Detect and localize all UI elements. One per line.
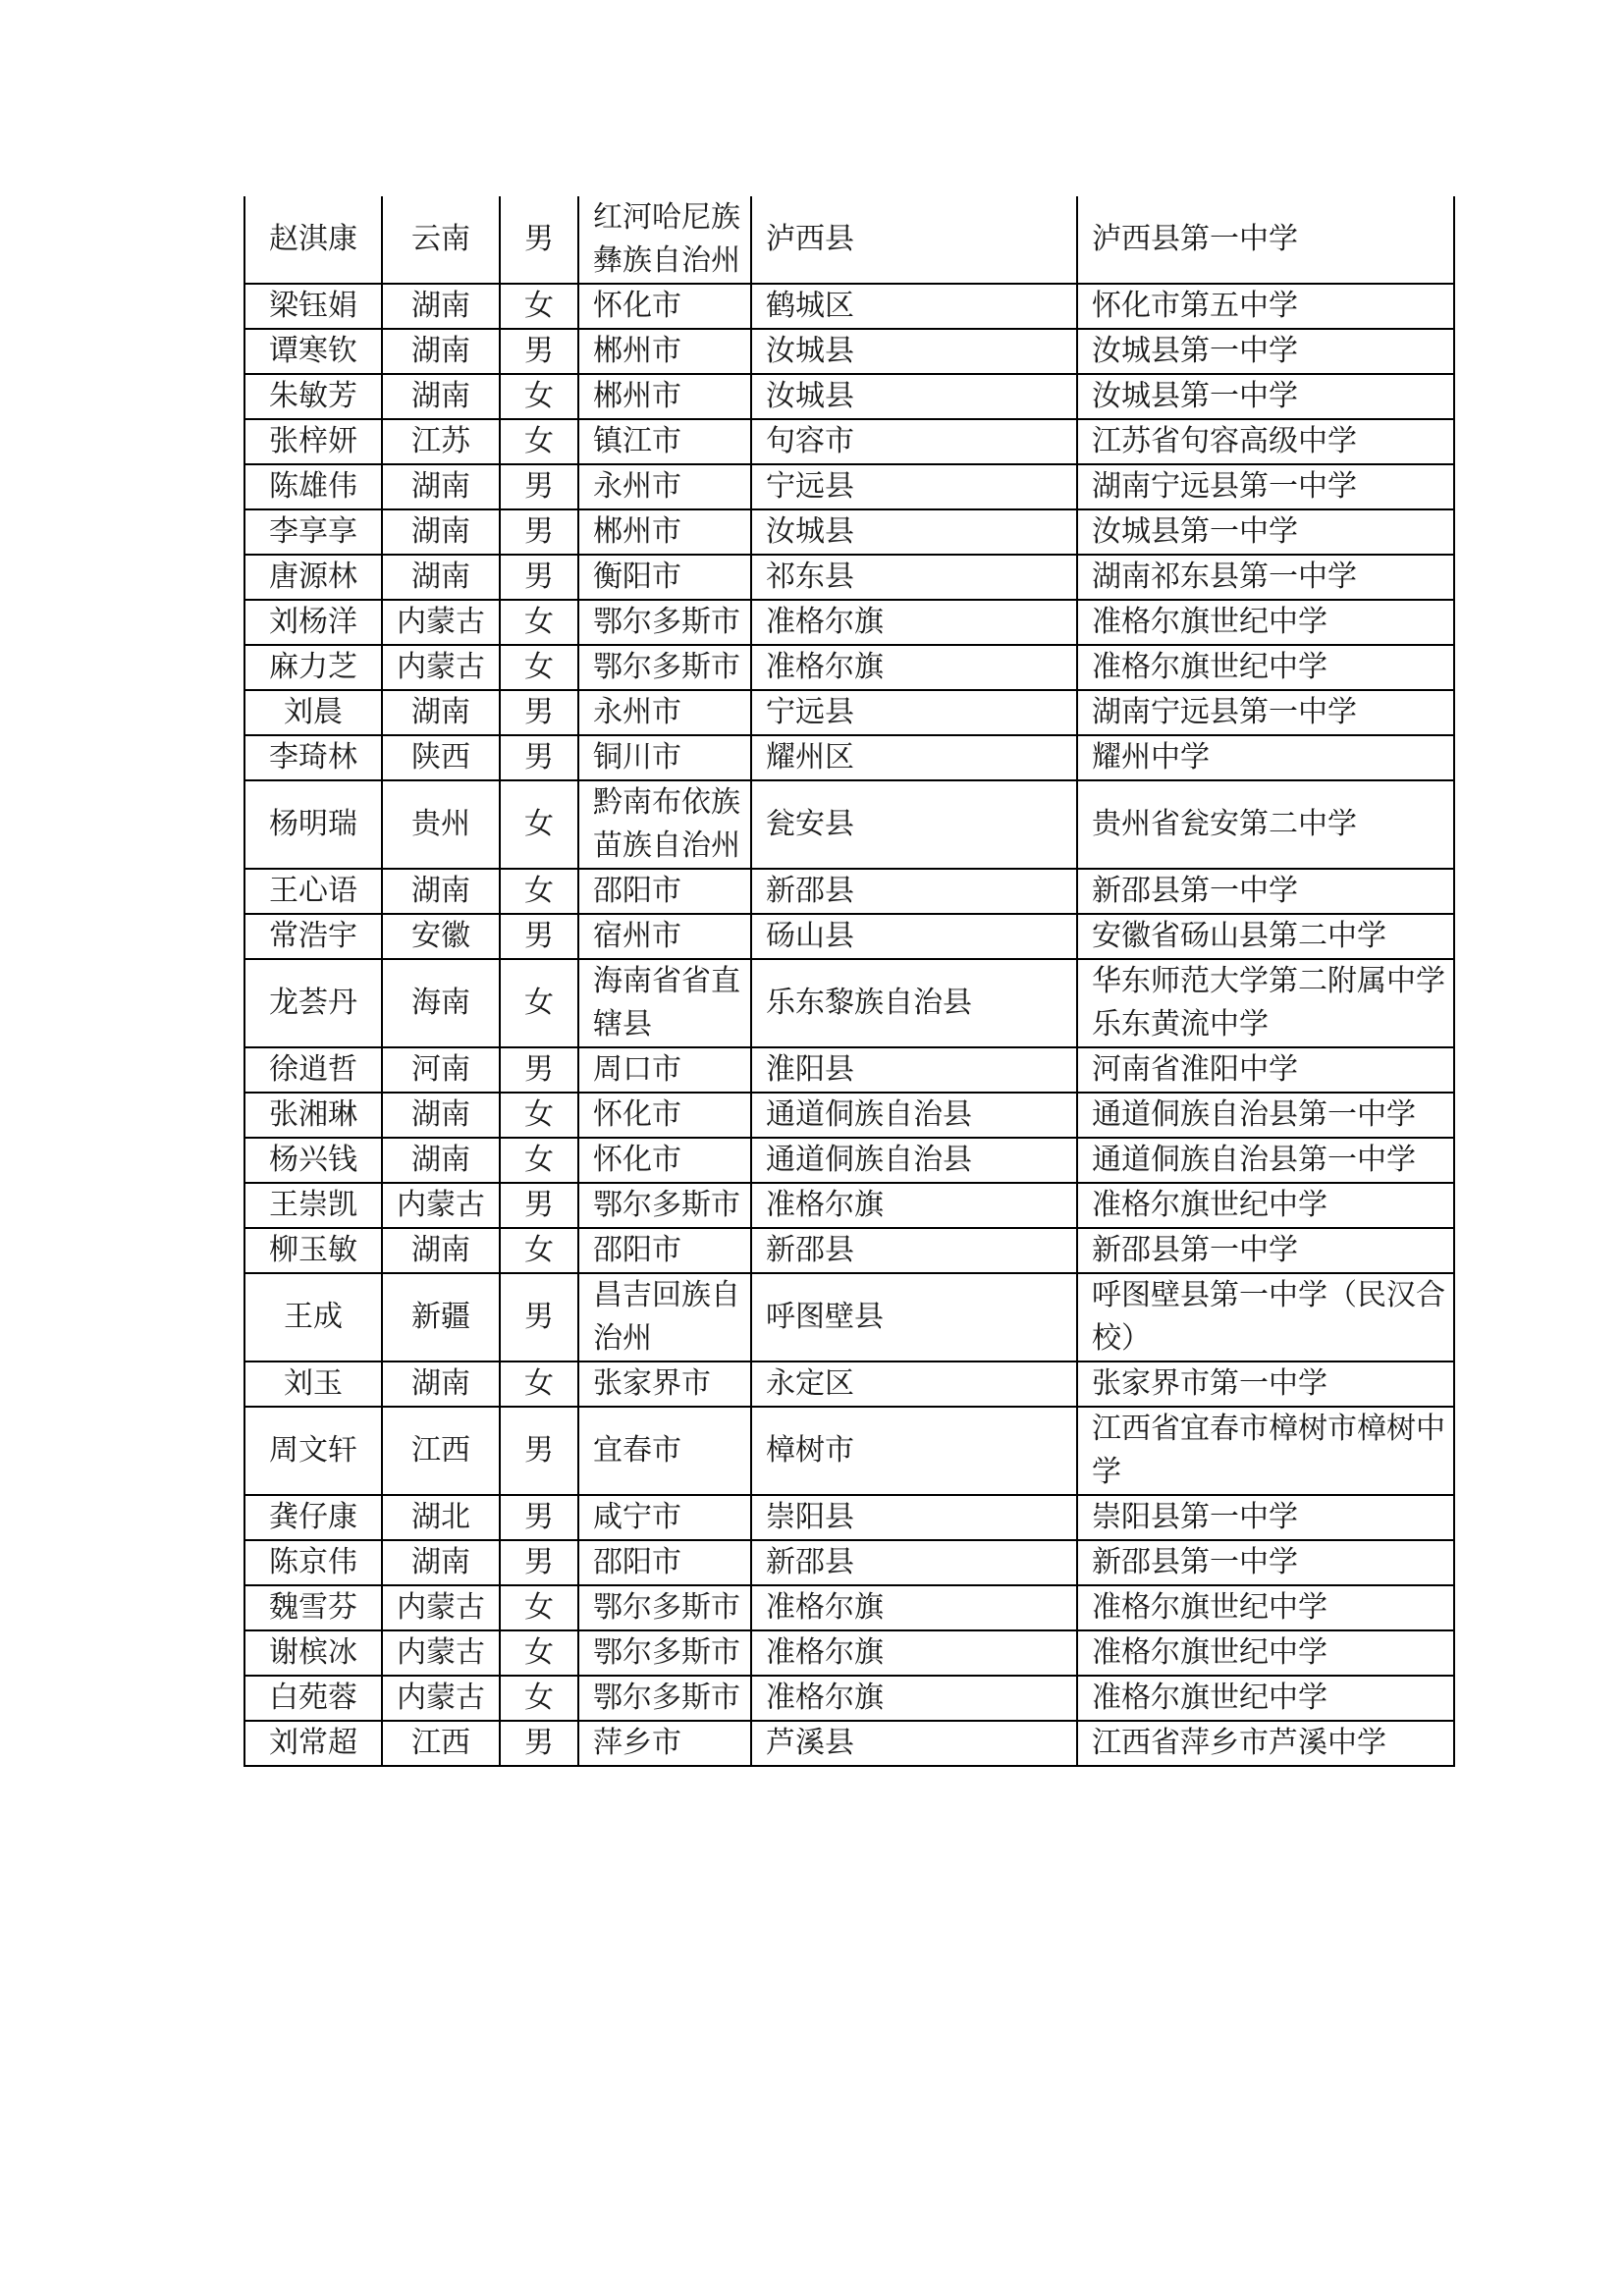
province-cell: 内蒙古: [382, 645, 500, 690]
gender-cell: 男: [500, 1407, 578, 1495]
school-cell: 湖南祁东县第一中学: [1077, 555, 1454, 600]
table-row: [244, 1540, 1454, 1585]
province-cell: 湖南: [382, 1228, 500, 1273]
city-cell: 衡阳市: [578, 555, 751, 600]
student-name: 张湘琳: [244, 1093, 382, 1138]
gender-cell: 男: [500, 1183, 578, 1228]
gender-cell: 男: [500, 1273, 578, 1362]
province-cell: 安徽: [382, 914, 500, 959]
student-name: 王心语: [244, 869, 382, 914]
city-cell: 鄂尔多斯市: [578, 1585, 751, 1630]
province-cell: 内蒙古: [382, 600, 500, 645]
school-cell: 准格尔旗世纪中学: [1077, 1183, 1454, 1228]
county-cell: 呼图壁县: [751, 1273, 1077, 1362]
student-name: 张梓妍: [244, 419, 382, 464]
school-cell: 怀化市第五中学: [1077, 284, 1454, 329]
table-row: [244, 419, 1454, 464]
city-cell: 宜春市: [578, 1407, 751, 1495]
student-name: 刘玉: [244, 1362, 382, 1407]
table-row: [244, 1585, 1454, 1630]
gender-cell: 女: [500, 1676, 578, 1721]
school-cell: 准格尔旗世纪中学: [1077, 1630, 1454, 1676]
table-row: [244, 690, 1454, 735]
city-cell: 红河哈尼族彝族自治州: [578, 196, 751, 284]
province-cell: 湖南: [382, 509, 500, 555]
province-cell: 湖南: [382, 1362, 500, 1407]
student-name: 龚仔康: [244, 1495, 382, 1540]
city-cell: 鄂尔多斯市: [578, 1676, 751, 1721]
student-name: 李琦林: [244, 735, 382, 780]
table-row: [244, 464, 1454, 509]
province-cell: 湖南: [382, 690, 500, 735]
student-name: 常浩宇: [244, 914, 382, 959]
gender-cell: 女: [500, 1138, 578, 1183]
school-cell: 崇阳县第一中学: [1077, 1495, 1454, 1540]
school-cell: 张家界市第一中学: [1077, 1362, 1454, 1407]
county-cell: 乐东黎族自治县: [751, 959, 1077, 1047]
city-cell: 鄂尔多斯市: [578, 645, 751, 690]
student-name: 龙荟丹: [244, 959, 382, 1047]
gender-cell: 男: [500, 1047, 578, 1093]
student-name: 王成: [244, 1273, 382, 1362]
gender-cell: 男: [500, 464, 578, 509]
city-cell: 郴州市: [578, 329, 751, 374]
county-cell: 鹤城区: [751, 284, 1077, 329]
county-cell: 淮阳县: [751, 1047, 1077, 1093]
county-cell: 崇阳县: [751, 1495, 1077, 1540]
table-row: [244, 329, 1454, 374]
county-cell: 永定区: [751, 1362, 1077, 1407]
school-cell: 河南省淮阳中学: [1077, 1047, 1454, 1093]
province-cell: 贵州: [382, 780, 500, 869]
province-cell: 湖南: [382, 1138, 500, 1183]
county-cell: 准格尔旗: [751, 1630, 1077, 1676]
county-cell: 准格尔旗: [751, 600, 1077, 645]
city-cell: 郴州市: [578, 509, 751, 555]
province-cell: 内蒙古: [382, 1183, 500, 1228]
county-cell: 耀州区: [751, 735, 1077, 780]
table-row: [244, 1630, 1454, 1676]
county-cell: 汝城县: [751, 509, 1077, 555]
city-cell: 鄂尔多斯市: [578, 600, 751, 645]
city-cell: 宿州市: [578, 914, 751, 959]
school-cell: 通道侗族自治县第一中学: [1077, 1093, 1454, 1138]
student-name: 梁钰娟: [244, 284, 382, 329]
county-cell: 通道侗族自治县: [751, 1138, 1077, 1183]
student-name: 陈京伟: [244, 1540, 382, 1585]
school-cell: 新邵县第一中学: [1077, 869, 1454, 914]
gender-cell: 女: [500, 645, 578, 690]
gender-cell: 女: [500, 959, 578, 1047]
school-cell: 耀州中学: [1077, 735, 1454, 780]
province-cell: 内蒙古: [382, 1585, 500, 1630]
city-cell: 镇江市: [578, 419, 751, 464]
student-name: 刘杨洋: [244, 600, 382, 645]
county-cell: 通道侗族自治县: [751, 1093, 1077, 1138]
province-cell: 湖南: [382, 1540, 500, 1585]
student-name: 唐源林: [244, 555, 382, 600]
city-cell: 怀化市: [578, 284, 751, 329]
table-row: [244, 555, 1454, 600]
student-name: 王崇凯: [244, 1183, 382, 1228]
city-cell: 萍乡市: [578, 1721, 751, 1766]
county-cell: 新邵县: [751, 1228, 1077, 1273]
city-cell: 铜川市: [578, 735, 751, 780]
gender-cell: 女: [500, 600, 578, 645]
school-cell: 湖南宁远县第一中学: [1077, 464, 1454, 509]
province-cell: 湖北: [382, 1495, 500, 1540]
school-cell: 呼图壁县第一中学（民汉合校）: [1077, 1273, 1454, 1362]
province-cell: 内蒙古: [382, 1630, 500, 1676]
table-row: [244, 1183, 1454, 1228]
student-name: 赵淇康: [244, 196, 382, 284]
table-row: [244, 1721, 1454, 1766]
table-row: [244, 780, 1454, 869]
table-row: [244, 374, 1454, 419]
table-row: [244, 284, 1454, 329]
table-row: [244, 959, 1454, 1047]
school-cell: 汝城县第一中学: [1077, 509, 1454, 555]
gender-cell: 男: [500, 509, 578, 555]
city-cell: 邵阳市: [578, 1540, 751, 1585]
gender-cell: 男: [500, 1495, 578, 1540]
county-cell: 祁东县: [751, 555, 1077, 600]
student-name: 刘常超: [244, 1721, 382, 1766]
table-row: [244, 600, 1454, 645]
province-cell: 湖南: [382, 869, 500, 914]
province-cell: 湖南: [382, 1093, 500, 1138]
student-name: 刘晨: [244, 690, 382, 735]
table-row: [244, 509, 1454, 555]
county-cell: 准格尔旗: [751, 645, 1077, 690]
city-cell: 邵阳市: [578, 869, 751, 914]
province-cell: 陕西: [382, 735, 500, 780]
school-cell: 准格尔旗世纪中学: [1077, 1676, 1454, 1721]
city-cell: 永州市: [578, 464, 751, 509]
school-cell: 新邵县第一中学: [1077, 1228, 1454, 1273]
city-cell: 鄂尔多斯市: [578, 1630, 751, 1676]
table-row: [244, 1138, 1454, 1183]
province-cell: 江西: [382, 1407, 500, 1495]
student-name: 谭寒钦: [244, 329, 382, 374]
table-row: [244, 196, 1454, 284]
student-name: 李享享: [244, 509, 382, 555]
gender-cell: 男: [500, 735, 578, 780]
province-cell: 新疆: [382, 1273, 500, 1362]
county-cell: 句容市: [751, 419, 1077, 464]
province-cell: 江苏: [382, 419, 500, 464]
school-cell: 江西省宜春市樟树市樟树中学: [1077, 1407, 1454, 1495]
city-cell: 郴州市: [578, 374, 751, 419]
student-name: 柳玉敏: [244, 1228, 382, 1273]
school-cell: 安徽省砀山县第二中学: [1077, 914, 1454, 959]
school-cell: 汝城县第一中学: [1077, 374, 1454, 419]
city-cell: 永州市: [578, 690, 751, 735]
school-cell: 贵州省瓮安第二中学: [1077, 780, 1454, 869]
county-cell: 宁远县: [751, 464, 1077, 509]
gender-cell: 男: [500, 329, 578, 374]
gender-cell: 女: [500, 284, 578, 329]
school-cell: 准格尔旗世纪中学: [1077, 645, 1454, 690]
gender-cell: 男: [500, 196, 578, 284]
student-name: 周文轩: [244, 1407, 382, 1495]
student-name: 朱敏芳: [244, 374, 382, 419]
table-row: [244, 914, 1454, 959]
gender-cell: 女: [500, 1630, 578, 1676]
county-cell: 芦溪县: [751, 1721, 1077, 1766]
student-name: 魏雪芬: [244, 1585, 382, 1630]
student-name: 白苑蓉: [244, 1676, 382, 1721]
school-cell: 泸西县第一中学: [1077, 196, 1454, 284]
table-row: [244, 735, 1454, 780]
city-cell: 海南省省直辖县: [578, 959, 751, 1047]
gender-cell: 女: [500, 419, 578, 464]
student-name: 杨明瑞: [244, 780, 382, 869]
province-cell: 内蒙古: [382, 1676, 500, 1721]
city-cell: 怀化市: [578, 1093, 751, 1138]
gender-cell: 男: [500, 1540, 578, 1585]
student-name: 陈雄伟: [244, 464, 382, 509]
student-name: 谢槟冰: [244, 1630, 382, 1676]
province-cell: 海南: [382, 959, 500, 1047]
school-cell: 华东师范大学第二附属中学乐东黄流中学: [1077, 959, 1454, 1047]
province-cell: 湖南: [382, 329, 500, 374]
student-table: [244, 196, 1455, 1767]
table-row: [244, 1495, 1454, 1540]
school-cell: 通道侗族自治县第一中学: [1077, 1138, 1454, 1183]
county-cell: 砀山县: [751, 914, 1077, 959]
table-row: [244, 1228, 1454, 1273]
province-cell: 湖南: [382, 374, 500, 419]
school-cell: 汝城县第一中学: [1077, 329, 1454, 374]
province-cell: 湖南: [382, 555, 500, 600]
gender-cell: 男: [500, 690, 578, 735]
county-cell: 新邵县: [751, 1540, 1077, 1585]
school-cell: 准格尔旗世纪中学: [1077, 1585, 1454, 1630]
table-row: [244, 1407, 1454, 1495]
table-row: [244, 869, 1454, 914]
table-row: [244, 1047, 1454, 1093]
table-row: [244, 1273, 1454, 1362]
gender-cell: 男: [500, 555, 578, 600]
county-cell: 泸西县: [751, 196, 1077, 284]
city-cell: 昌吉回族自治州: [578, 1273, 751, 1362]
gender-cell: 男: [500, 914, 578, 959]
province-cell: 云南: [382, 196, 500, 284]
school-cell: 湖南宁远县第一中学: [1077, 690, 1454, 735]
county-cell: 瓮安县: [751, 780, 1077, 869]
province-cell: 江西: [382, 1721, 500, 1766]
gender-cell: 女: [500, 780, 578, 869]
table-row: [244, 1093, 1454, 1138]
table-row: [244, 1676, 1454, 1721]
school-cell: 新邵县第一中学: [1077, 1540, 1454, 1585]
school-cell: 江西省萍乡市芦溪中学: [1077, 1721, 1454, 1766]
city-cell: 咸宁市: [578, 1495, 751, 1540]
gender-cell: 女: [500, 1093, 578, 1138]
city-cell: 鄂尔多斯市: [578, 1183, 751, 1228]
county-cell: 准格尔旗: [751, 1676, 1077, 1721]
county-cell: 宁远县: [751, 690, 1077, 735]
city-cell: 邵阳市: [578, 1228, 751, 1273]
county-cell: 汝城县: [751, 374, 1077, 419]
county-cell: 准格尔旗: [751, 1585, 1077, 1630]
city-cell: 怀化市: [578, 1138, 751, 1183]
county-cell: 新邵县: [751, 869, 1077, 914]
county-cell: 汝城县: [751, 329, 1077, 374]
student-name: 麻力芝: [244, 645, 382, 690]
province-cell: 河南: [382, 1047, 500, 1093]
city-cell: 周口市: [578, 1047, 751, 1093]
county-cell: 准格尔旗: [751, 1183, 1077, 1228]
gender-cell: 女: [500, 374, 578, 419]
city-cell: 黔南布依族苗族自治州: [578, 780, 751, 869]
table-row: [244, 645, 1454, 690]
province-cell: 湖南: [382, 284, 500, 329]
school-cell: 江苏省句容高级中学: [1077, 419, 1454, 464]
province-cell: 湖南: [382, 464, 500, 509]
student-name: 杨兴钱: [244, 1138, 382, 1183]
student-name: 徐逍哲: [244, 1047, 382, 1093]
table-row: [244, 1362, 1454, 1407]
county-cell: 樟树市: [751, 1407, 1077, 1495]
gender-cell: 女: [500, 1362, 578, 1407]
gender-cell: 女: [500, 869, 578, 914]
school-cell: 准格尔旗世纪中学: [1077, 600, 1454, 645]
city-cell: 张家界市: [578, 1362, 751, 1407]
gender-cell: 女: [500, 1585, 578, 1630]
gender-cell: 男: [500, 1721, 578, 1766]
gender-cell: 女: [500, 1228, 578, 1273]
